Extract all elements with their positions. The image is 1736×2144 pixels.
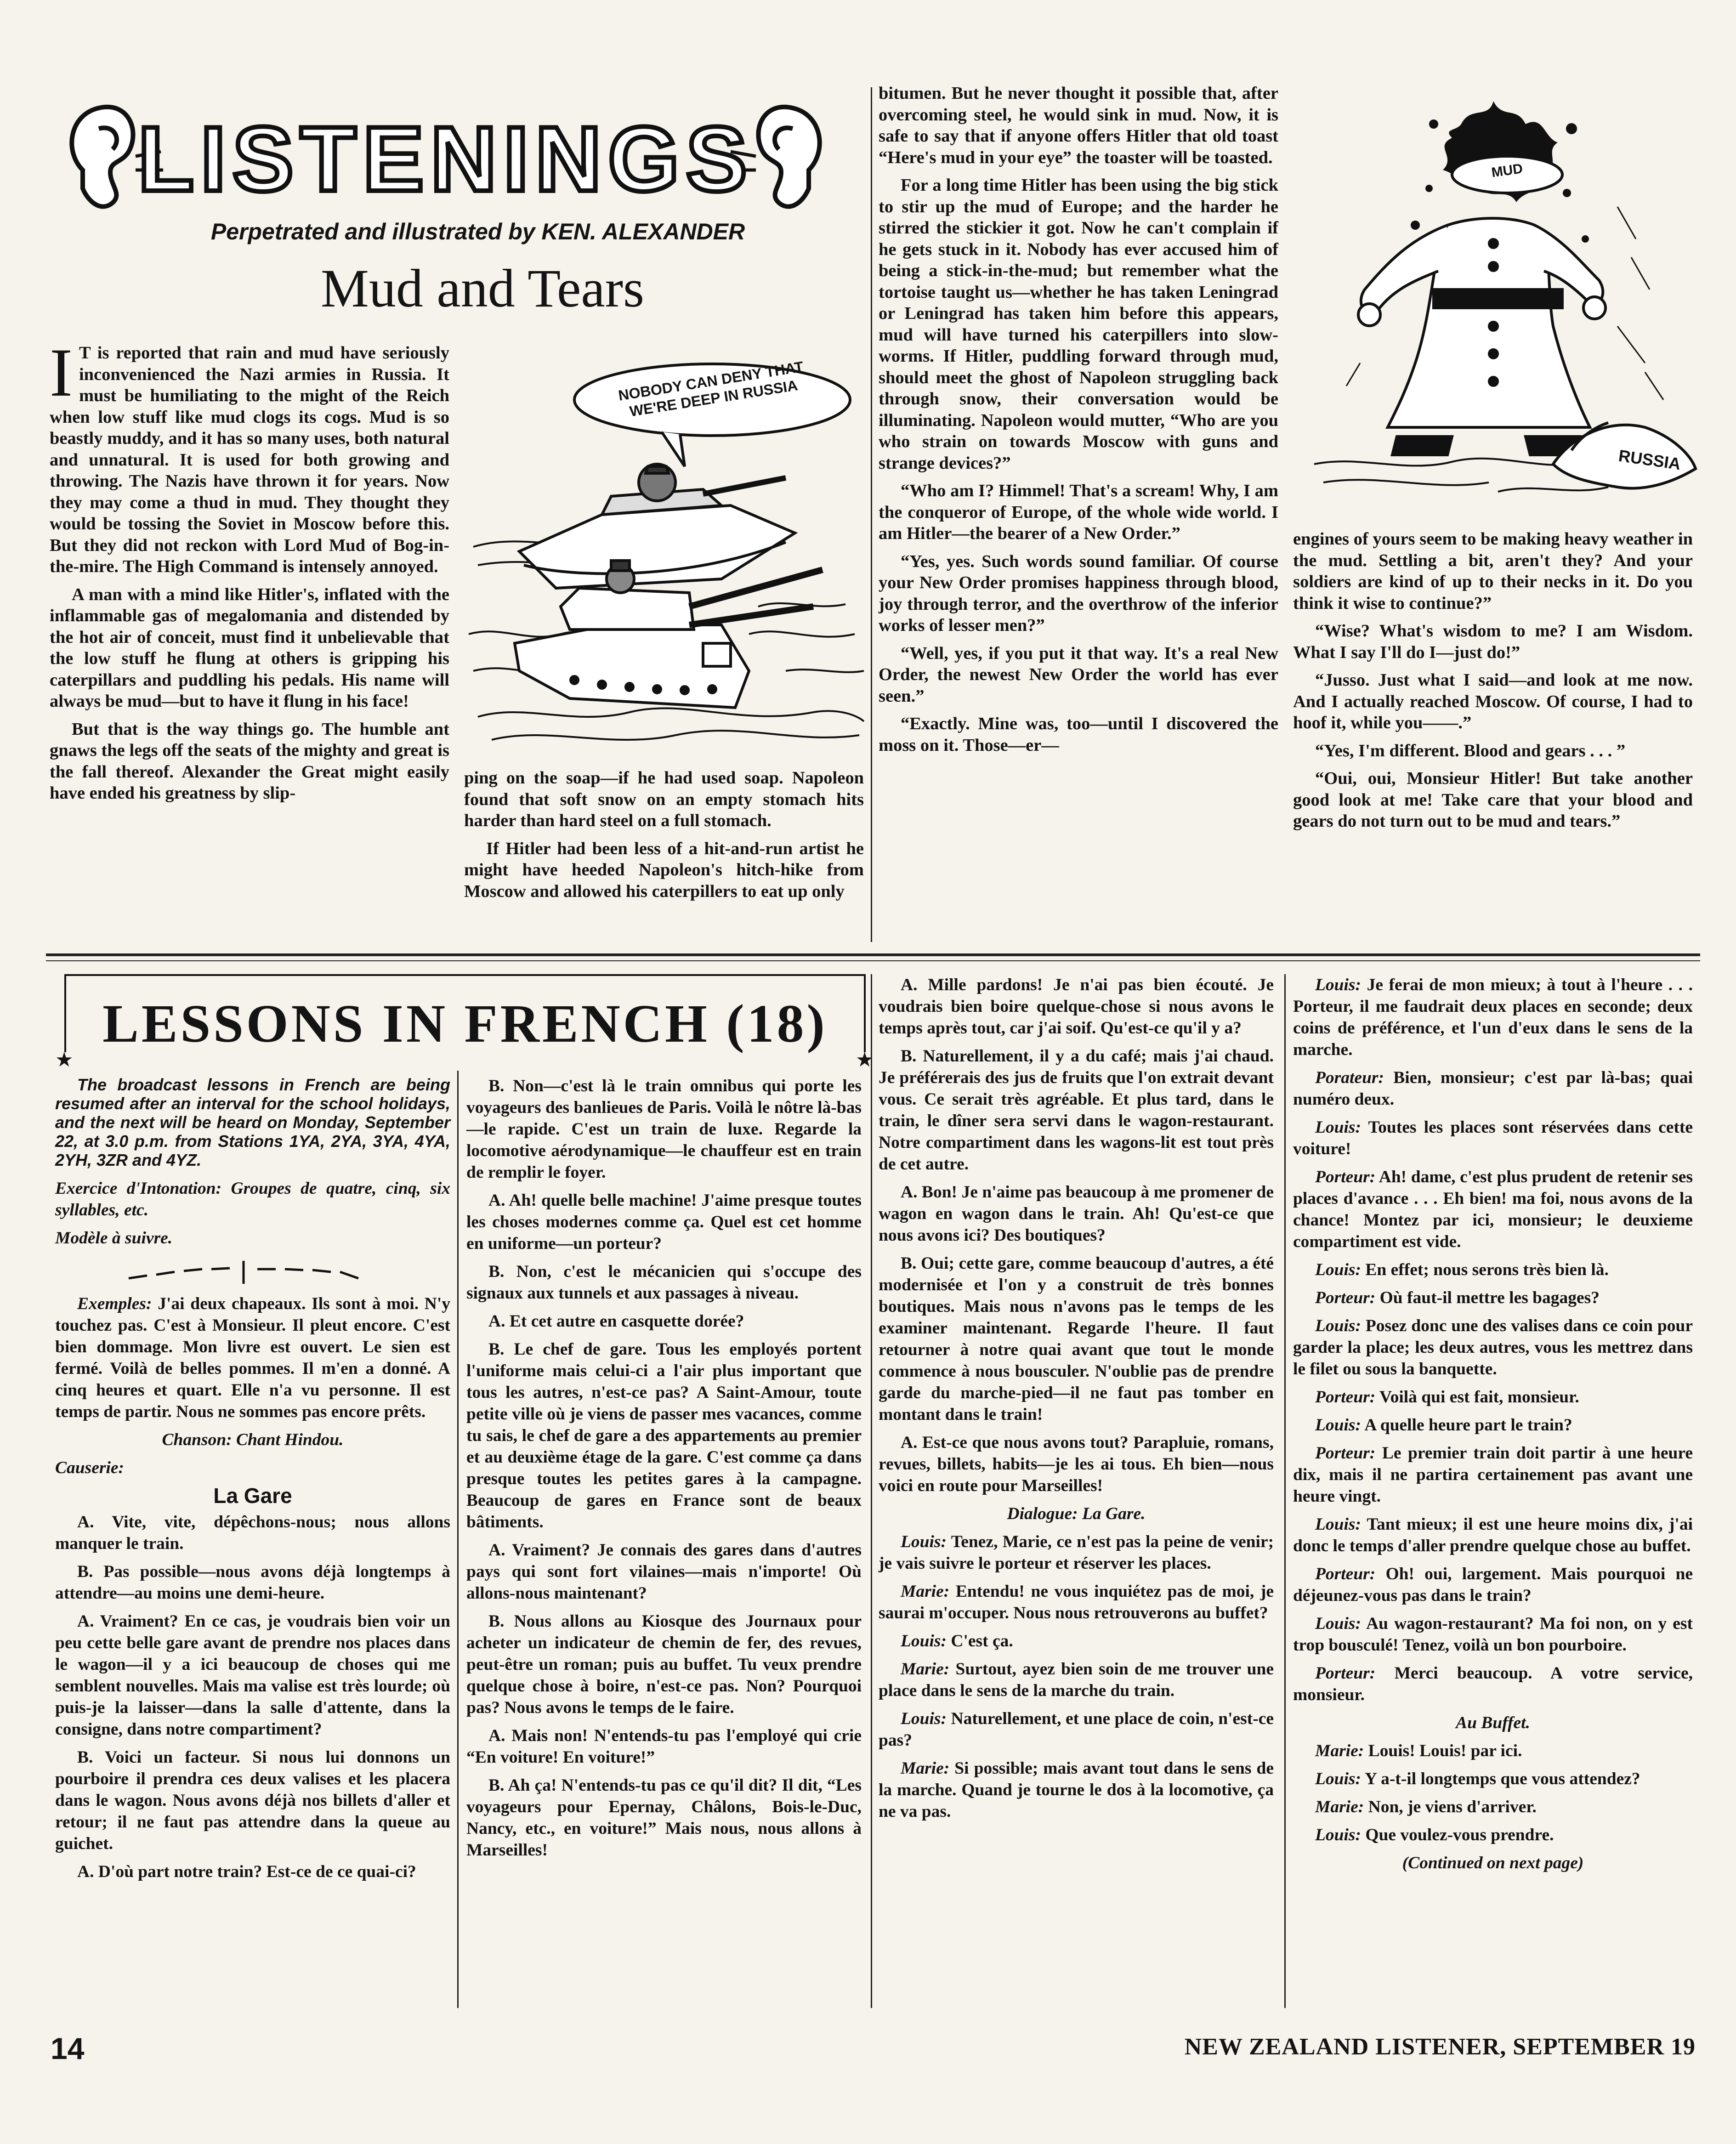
dialogue-line: Louis: Toutes les places sont réservées dans cette voiture! [1293,1118,1693,1158]
masthead [55,87,836,225]
dialogue-line: Porteur: Ah! dame, c'est plus prudent de retenir ses places d'avance . . . Eh bien! ma foi, nous avons de la chance! Montez par ici, monsieur; le deuxieme compartiment est vide. [1293,1168,1693,1251]
la-gare-heading: La Gare [213,1484,292,1508]
french-column-3 [879,974,1274,1829]
left-ear-icon [72,107,133,207]
french-paragraph: A. Ah! quelle belle machine! J'aime presque toutes les choses modernes comme ça. Quel est cet homme en uniforme—un porteur? [466,1191,862,1253]
dialogue-line: Marie: Surtout, ayez bien soin de me trouver une place dans le sens de la marche du train. [879,1660,1274,1700]
article-column-4 [1293,528,1693,839]
article-paragraph: bitumen. But he never thought it possible that, after overcoming steel, he would sink in mud. Now, it is safe to say that if anyone offers Hitler that old toast “Here's mud in your eye” the toaster will be toasted. [879,84,1278,167]
article-paragraph: But that is the way things go. The humble ant gnaws the legs off the seats of the mighty and great is the fall thereof. Alexander the Great might easily have ended his greatness by slip- [50,719,449,803]
article-paragraph: “Who am I? Himmel! That's a scream! Why, I am the conqueror of Europe, of the whole wide world. I am Hitler—the bearer of a New Order.” [879,481,1278,543]
french-headline: LESSONS IN FRENCH (18) [102,993,828,1054]
dialogue-line: Louis: A quelle heure part le train? [1315,1416,1572,1435]
dialogue-line: Louis: Y a-t-il longtemps que vous attendez? [1315,1770,1640,1788]
dialogue-line: Porteur: Voilà qui est fait, monsieur. [1315,1388,1579,1407]
column-rule [1284,974,1286,2008]
french-paragraph: A. Vraiment? Je connais des gares dans d'autres pays qui sont fort vilaines—mais n'importe! Où allons-nous maintenant? [466,1541,862,1603]
article-paragraph: ping on the soap—if he had used soap. Napoleon found that soft snow on an empty stomach hits harder than hard steel on a full stomach. [464,768,864,830]
article-paragraph: “Exactly. Mine was, too—until I discovered the moss on it. Those—er— [879,714,1278,755]
article-separator-thin [46,960,1700,961]
article-separator [46,953,1700,956]
article-paragraph: If Hitler had been less of a hit-and-run artist he might have heeded Napoleon's hitch-hike from Moscow and allowed his caterpillers to eat up only [464,839,864,901]
dialogue-line: Porateur: Bien, monsieur; c'est par là-bas; quai numéro deux. [1293,1068,1693,1109]
dialogue-line: Porteur: Le premier train doit partir à une heure dix, mais il ne partira certainement pas avant une heure vingt. [1293,1444,1693,1506]
french-column-2 [466,1075,862,1867]
french-paragraph: B. Pas possible—nous avons déjà longtemps à attendre—au moins une demi-heure. [55,1562,450,1603]
dialogue-line: Porteur: Oh! oui, largement. Mais pourquoi ne déjeunez-vous pas dans le train? [1293,1565,1693,1605]
french-column-1 [55,1075,450,1889]
article-paragraph: “Wise? What's wisdom to me? I am Wisdom. What I say I'll do I—just do!” [1293,621,1693,662]
dialogue-line: Louis: Tenez, Marie, ce n'est pas la peine de venir; je vais suivre le porteur et réserver les places. [879,1532,1274,1573]
french-paragraph: B. Naturellement, il y a du café; mais j'ai chaud. Je préférerais des jus de fruits que l'on extrait devant vous. Ce serait très agréable. Et plus tard, dans le train, le dîner sera servi dans le wagon-restaurant. Notre compartiment dans les wagons-lit est tout près de cet autre. [879,1047,1274,1174]
cartoon-caption: NOBODY CAN DENY THAT WE'RE DEEP IN RUSSIA [617,358,805,420]
dialogue-line: Louis: En effet; nous serons très bien là. [1315,1260,1609,1279]
article-paragraph: “Well, yes, if you put it that way. It's a real New Order, the newest New Order the world has ever seen.” [879,643,1278,706]
tank-cartoon [464,349,868,763]
french-paragraph: B. Oui; cette gare, comme beaucoup d'autres, a été modernisée et l'on y a construit de très bonnes boutiques. Mais nous n'avons pas le temps de les examiner maintenant. Regarde l'heure. Il faut retourner à notre quai avant que tout le monde commence à nous bousculer. N'oublie pas de prendre garde du marche-pied—il ne faut pas tomber en montant dans le train! [879,1254,1274,1424]
dialogue-line: Marie: Entendu! ne vous inquiétez pas de moi, je saurai m'occuper. Nous nous retrouverons au buffet? [879,1582,1274,1622]
listenings-logo [55,87,836,225]
page-number: 14 [51,2031,85,2065]
chanson-line: Chanson: Chant Hindou. [162,1430,344,1449]
french-paragraph: B. Ah ça! N'entends-tu pas ce qu'il dit? Il dit, “Les voyageurs pour Epernay, Châlons, Bois-le-Duc, Nancy, etc., en voiture!” Mais nous, nous allons à Marseilles! [466,1776,862,1860]
french-paragraph: A. Et cet autre en casquette dorée? [488,1312,744,1331]
byline: Perpetrated and illustrated by KEN. ALEXANDER [210,219,745,244]
intonation-pattern [55,1255,450,1288]
article-column-2 [464,767,864,908]
article-paragraph: “Yes, I'm different. Blood and gears . . . ” [1315,741,1626,760]
article-paragraph: “Jusso. Just what I said—and look at me now. And I actually reached Moscow. Of course, I had to hoof it, while you——.” [1293,670,1693,732]
dialogue-line: Louis: Naturellement, et une place de coin, n'est-ce pas? [879,1709,1274,1750]
article-paragraph: T is reported that rain and mud have seriously inconvenienced the Nazi armies in Russia. It must be humiliating to the might of the Reich when low stuff like mud clogs its cogs. Mud is so beastly muddy, and it has so many uses, both natural and unnatural. It is used for both growing and throwing. The Nazis have thrown it for years. Now they may come a thud in mud. They thought they would be tossing the Soviet in Moscow before this. But they did not reckon with Lord Mud of Bog-in-the-mire. The High Command is intensely annoyed. [50,343,449,576]
article-paragraph: A man with a mind like Hitler's, inflated with the inflammable gas of megalomania and distended by the hot air of conceit, must find it unbelievable that the low stuff he flung at others is gripping his caterpillars and puddling his pedals. His name will always be mud—but to have it flung in his face! [50,584,449,711]
article-paragraph: engines of yours seem to be making heavy weather in the mud. Settling a bit, aren't they? And your soldiers are kind of up to their necks in it. Do you think it wise to continue?” [1293,529,1693,613]
tank-upper [519,464,795,588]
article-paragraph: For a long time Hitler has been using the big stick to stir up the mud of Europe; and the harder he stirred the stickier it got. Now he can't complain if he gets stuck in it. Nobody has ever accused him of being a stick-in-the-mud; but remember what the tortoise taught us—whether he has taken Leningrad or Leningrad has taken him before this appears, mud will have turned his caterpillers into slow-worms. If Hitler, puddling forward through mud, should meet the ghost of Napoleon struggling back through snow, their conversation would be illuminating. Napoleon would mutter, “Who are you who strain on towards Moscow with guns and strange devices?” [879,176,1278,473]
article-column-3 [879,83,1278,762]
au-buffet-heading: Au Buffet. [1456,1713,1530,1732]
french-paragraph: A. Vraiment? En ce cas, je voudrais bien voir un peu cette belle gare avant de prendre nos places dans le wagon—il y a ici beaucoup de choses qui me semblent nouvelles. Mais ma valise est très lourde; où puis-je la laisser—dans la salle d'attente, dans la consigne, dans notre compartiment? [55,1612,450,1739]
dialogue-line: Louis: C'est ça. [901,1632,1013,1651]
napoleon-figure [1358,218,1606,455]
french-headline-box [55,974,874,1071]
dialogue-line: Louis: Posez donc une des valises dans ce coin pour garder la place; les deux autres, vous les mettrez dans le filet ou sous la banquette. [1293,1316,1693,1378]
dialogue-line: Marie: Si possible; mais avant tout dans le sens de la marche. Quand je tourne le dos à la locomotive, ça ne va pas. [879,1759,1274,1821]
star-icon-left: ★ [55,1049,74,1071]
column-rule [457,1071,459,2008]
dialogue-line: Louis: Que voulez-vous prendre. [1315,1826,1554,1844]
exercice-heading: Exercice d'Intonation: Groupes de quatre, cinq, six syllables, etc. [55,1179,450,1219]
article-paragraph: “Oui, oui, Monsieur Hitler! But take another good look at me! Take care that your blood and gears do not turn out to be mud and tears.” [1293,769,1693,831]
hand-label: RUSSIA [1617,446,1682,474]
hat-label: MUD [1490,161,1524,181]
napoleon-cartoon [1296,87,1700,505]
exemples-text: J'ai deux chapeaux. Ils sont à moi. N'y touchez pas. C'est à Monsieur. Il pleut encore. C'est bien dommage. Mon livre est ouvert. Le sien est fermé. Voilà de belles pommes. Il m'en a donné. A cinq heures et quart. Elle n'a vu personne. Il est temps de partir. Nous ne sommes pas encore prêts. [55,1294,451,1421]
french-column-4 [1293,974,1693,1880]
star-icon-right: ★ [856,1049,874,1071]
publication-footer: NEW ZEALAND LISTENER, SEPTEMBER 19 [1184,2034,1696,2060]
dialogue-heading: Dialogue: La Gare. [1007,1504,1146,1523]
broadcast-note: The broadcast lessons in French are being resumed after an interval for the school holidays, and the next will be heard on Monday, September 22, at 3.0 p.m. from Stations 1YA, 2YA, 3YA, 4YA, 2YH, 3ZR and 4YZ. [55,1075,450,1169]
causerie-heading: Causerie: [55,1458,124,1477]
drop-cap: I [50,335,73,411]
french-paragraph: A. Mille pardons! Je n'ai pas bien écouté. Je voudrais bien boire quelque-chose si nous avons le temps après tout, car j'ai soif. Qu'est-ce qu'il y a? [879,976,1274,1038]
masthead-title: Listenings [137,108,754,210]
french-paragraph: B. Voici un facteur. Si nous lui donnons un pourboire il prendra ces deux valises et les placera dans le wagon. Nous avons déjà nos billets d'aller et retour; il ne faut pas attendre dans la queue au guichet. [55,1748,450,1853]
french-paragraph: A. Vite, vite, dépêchons-nous; nous allons manquer le train. [55,1513,450,1553]
french-paragraph: B. Le chef de gare. Tous les employés portent l'uniforme mais celui-ci a l'air plus important que tous les autres, n'est-ce pas? A Saint-Amour, toute petite ville où je viens de passer mes vacances, comme tu sais, le chef de gare a des appartements au premier et au deuxième étage de la gare. C'est comme ça dans presque toutes les petites gares à la campagne. Beaucoup de gares en France sont de beaux bâtiments. [466,1340,862,1531]
column-rule [871,87,872,942]
french-paragraph: A. Est-ce que nous avons tout? Parapluie, romans, revues, billets, habits—je les ai tous. Eh bien—nous voici en route pour Marseilles! [879,1433,1274,1495]
dialogue-line: Porteur: Merci beaucoup. A votre service, monsieur. [1293,1664,1693,1704]
dialogue-line: Louis: Je ferai de mon mieux; à tout à l'heure . . . Porteur, il me faudrait deux places en seconde; deux coins de préférence, et l'un d'eux dans le sens de la marche. [1293,976,1693,1059]
french-paragraph: B. Non—c'est là le train omnibus qui porte les voyageurs des banlieues de Paris. Voilà le nôtre là-bas—le rapide. C'est un train de luxe. Regarde la locomotive aérodynamique—le chauffeur est en train de remplir le foyer. [466,1077,862,1182]
french-paragraph: A. Bon! Je n'aime pas beaucoup à me promener de wagon en wagon dans le train. Ah! Qu'est-ce que nous avons ici? Des boutiques? [879,1183,1274,1245]
exemples-label: Exemples: [77,1294,152,1313]
dialogue-line: Louis: Au wagon-restaurant? Ma foi non, on y est trop bousculé! Tenez, voilà un bon pourboire. [1293,1614,1693,1655]
french-paragraph: B. Non, c'est le mécanicien qui s'occupe des signaux aux tunnels et aux passages à niveau. [466,1262,862,1303]
continued-note: (Continued on next page) [1402,1854,1584,1872]
dialogue-line: Marie: Louis! Louis! par ici. [1315,1741,1522,1760]
dialogue-line: Marie: Non, je viens d'arriver. [1315,1798,1537,1816]
right-ear-icon [758,107,819,207]
french-paragraph: A. Mais non! N'entends-tu pas l'employé qui crie “En voiture! En voiture!” [466,1726,862,1767]
french-paragraph: A. D'où part notre train? Est-ce de ce quai-ci? [77,1862,416,1881]
article-column-1 [50,335,449,811]
article-headline: Mud and Tears [321,258,644,318]
article-paragraph: “Yes, yes. Such words sound familiar. Of course your New Order promises happiness through blood, joy through terror, and the overthrow of the inferior works of lesser men?” [879,551,1278,635]
dialogue-line: Porteur: Où faut-il mettre les bagages? [1315,1288,1600,1307]
dialogue-line: Louis: Tant mieux; il est une heure moins dix, j'ai donc le temps d'aller prendre quelque chose au buffet. [1293,1515,1693,1555]
column-rule [871,974,872,2008]
french-paragraph: B. Nous allons au Kiosque des Journaux pour acheter un indicateur de chemin de fer, des revues, peut-être un roman; puis au buffet. Tu veux prendre quelque chose à boire, n'est-ce pas. Non? Pourquoi pas? Nous avons le temps de le faire. [466,1612,862,1717]
modele-heading: Modèle à suivre. [55,1229,173,1248]
